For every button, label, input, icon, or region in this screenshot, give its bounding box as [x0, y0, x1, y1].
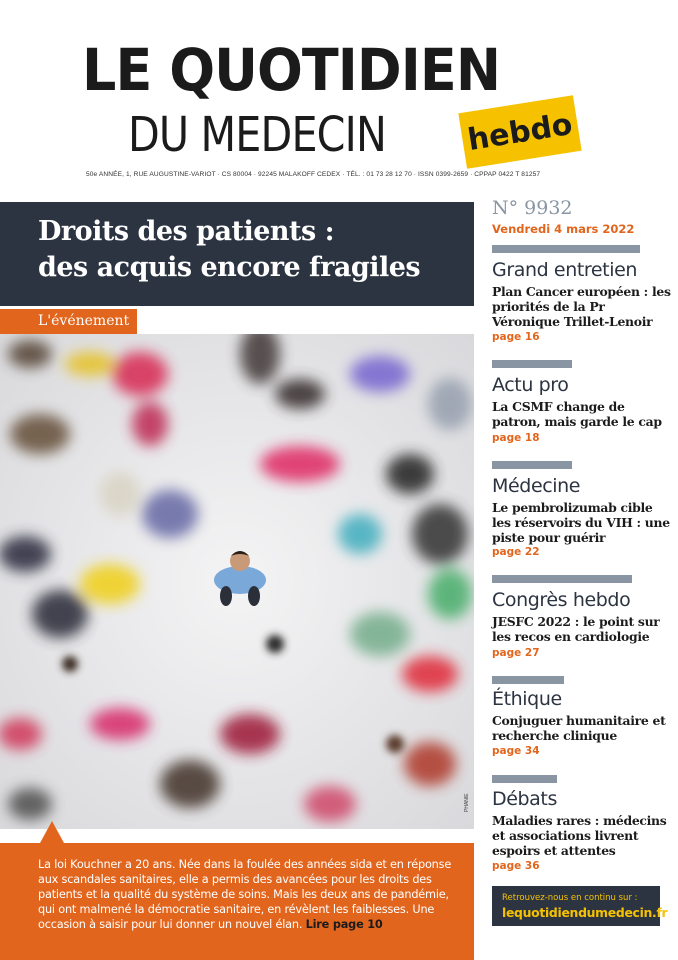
hebdo-label: hebdo	[465, 106, 575, 158]
section-title-actu-pro[interactable]: Actu pro	[492, 374, 569, 396]
summary-body: La loi Kouchner a 20 ans. Née dans la foulée des années sida et en réponse aux scandales sanitaires, elle a permis des avancées pour les droits des patients et la qualité du système de soins. Mais les deux ans de pandémie, qui ont malmené la démocratie sanitaire, en révèlent les faiblesses. Une occasion à saisir pour lui donner un nouvel élan.	[38, 858, 452, 931]
summary-notch	[40, 821, 64, 843]
masthead-subtitle: DU MEDECIN	[128, 107, 386, 163]
section-divider	[492, 360, 572, 368]
read-more-link[interactable]: Lire page 10	[305, 918, 383, 931]
section-divider	[492, 775, 557, 783]
issue-date: Vendredi 4 mars 2022	[492, 222, 635, 236]
section-title-medecine[interactable]: Médecine	[492, 475, 581, 497]
photo-credit: PHANIE	[464, 793, 470, 812]
section-page-ethique[interactable]: page 34	[492, 745, 540, 757]
section-title-debats[interactable]: Débats	[492, 788, 557, 810]
publisher-address: 50e ANNÉE, 1, RUE AUGUSTINE-VARIOT · CS 80004 · 92245 MALAKOFF CEDEX · TÉL. : 01 73 28 12 70 · ISSN 0399-2659 · CPPAP 0422 T 81257	[86, 171, 541, 178]
hebdo-badge	[458, 95, 581, 168]
section-desc-actu-pro[interactable]: La CSMF change de patron, mais garde le cap	[492, 399, 662, 429]
section-page-actu-pro[interactable]: page 18	[492, 432, 540, 444]
section-page-debats[interactable]: page 36	[492, 860, 540, 872]
event-tag: L'événement	[0, 309, 137, 334]
section-title-ethique[interactable]: Éthique	[492, 688, 562, 710]
section-desc-grand-entretien[interactable]: Plan Cancer européen : les priorités de la Pr Véronique Trillet-Lenoir	[492, 284, 671, 329]
issue-number: N° 9932	[492, 197, 573, 219]
headline-line-2: des acquis encore fragiles	[38, 252, 421, 283]
cover-photo	[0, 334, 474, 829]
website-caption: Retrouvez-nous en continu sur :	[502, 893, 638, 903]
section-divider	[492, 575, 632, 583]
headline-line-1: Droits des patients :	[38, 216, 335, 247]
section-desc-medecine[interactable]: Le pembrolizumab cible les réservoirs du VIH : une piste pour guérir	[492, 500, 670, 545]
section-page-medecine[interactable]: page 22	[492, 546, 540, 558]
cover-headline[interactable]	[38, 214, 468, 286]
section-desc-debats[interactable]: Maladies rares : médecins et associations livrent espoirs et attentes	[492, 813, 667, 858]
website-link[interactable]: lequotidiendumedecin.fr	[502, 905, 668, 920]
crowd-illustration	[0, 334, 474, 829]
section-desc-congres-hebdo[interactable]: JESFC 2022 : le point sur les recos en cardiologie	[492, 614, 660, 644]
masthead-title: LE QUOTIDIEN	[82, 36, 501, 104]
section-divider	[492, 245, 640, 253]
section-divider	[492, 461, 572, 469]
section-page-congres-hebdo[interactable]: page 27	[492, 647, 540, 659]
section-divider	[492, 676, 564, 684]
section-desc-ethique[interactable]: Conjuguer humanitaire et recherche clinique	[492, 713, 666, 743]
summary-text	[38, 857, 468, 932]
section-page-grand-entretien[interactable]: page 16	[492, 331, 540, 343]
section-title-congres-hebdo[interactable]: Congrès hebdo	[492, 589, 631, 611]
section-title-grand-entretien[interactable]: Grand entretien	[492, 259, 638, 281]
